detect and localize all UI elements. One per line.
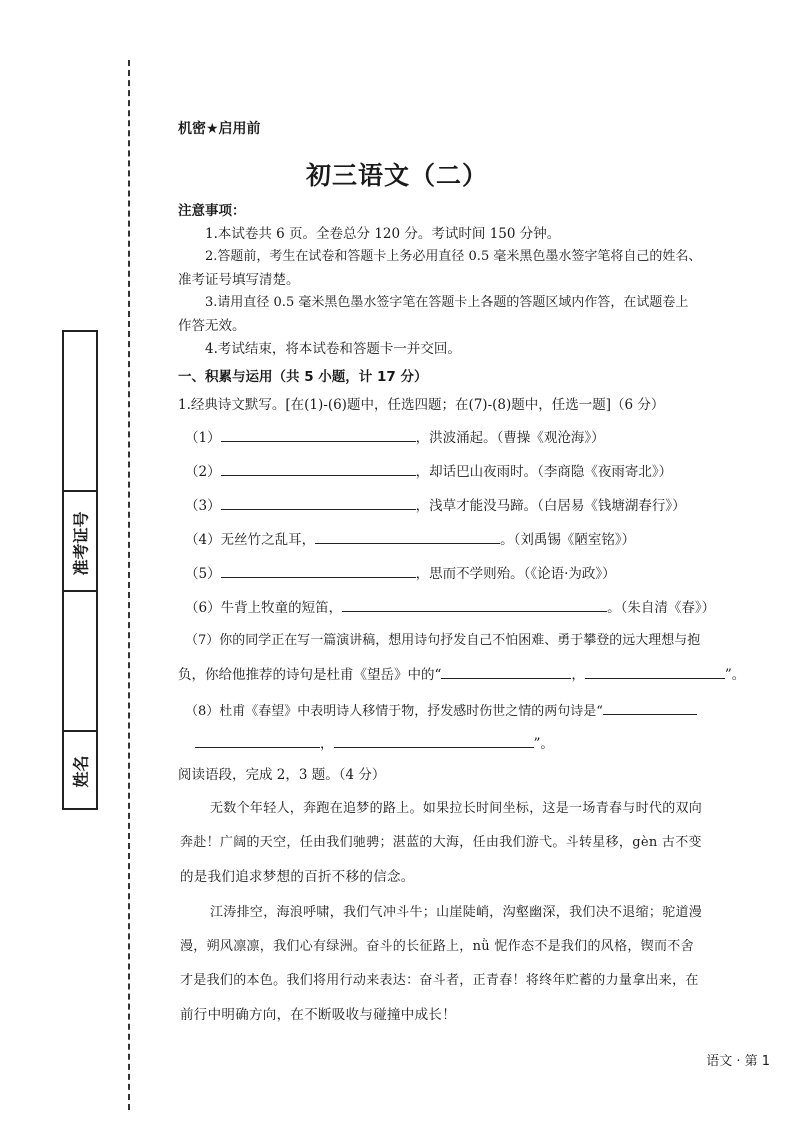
blank-cell xyxy=(64,332,96,492)
item-text: ，洪波涌起。（曹操《观沧海》） xyxy=(415,430,605,446)
name-label: 姓名 xyxy=(71,755,91,788)
paragraph-1-line: 无数个年轻人，奔跑在追梦的路上。如果拉长时间坐标，这是一场青春与时代的双向 xyxy=(210,801,703,816)
item-number: （5） xyxy=(185,566,221,582)
q8-sep: ， xyxy=(320,736,334,752)
name-cell xyxy=(64,732,96,808)
question-7-line1: （7）你的同学正在写一篇演讲稿，想用诗句抒发自己不怕困难、勇于攀登的远大理想与抱 xyxy=(185,633,701,648)
notice-heading: 注意事项： xyxy=(178,203,246,219)
paragraph-2-line: 江涛排空，海浪呼啸，我们气冲斗牛；山崖陡峭，沟壑幽深，我们决不退缩；驼道漫 xyxy=(210,905,703,920)
cut-line xyxy=(128,60,130,1110)
item-6 xyxy=(185,597,715,619)
item-number: （1） xyxy=(185,430,221,446)
paragraph-2-line: 才是我们的本色。我们将用行动来表达：奋斗者，正青春！将终年贮蓄的力量拿出来，在 xyxy=(180,973,699,988)
item-prefix: 牛背上牧童的短笛， xyxy=(220,600,343,616)
question-8-line1 xyxy=(185,700,697,723)
item-number: （3） xyxy=(185,498,221,514)
answer-blank[interactable] xyxy=(342,597,607,612)
page-footer: 语文 · 第 1 xyxy=(706,1054,770,1069)
item-number: （2） xyxy=(185,464,221,480)
notice-item-3b: 作答无效。 xyxy=(178,318,246,334)
q7-prefix: 负，你给他推荐的诗句是杜甫《望岳》中的“ xyxy=(178,667,442,683)
answer-blank[interactable] xyxy=(221,495,416,510)
notice-item-1: 1.本试卷共 6 页。全卷总分 120 分。考试时间 150 分钟。 xyxy=(205,226,561,242)
paragraph-2-line: 漫，朔风凛凛，我们心有绿洲。奋斗的长征路上，nǜ 怩作态不是我们的风格，锲而不舍 xyxy=(180,939,694,954)
item-number: （4） xyxy=(185,532,221,548)
item-1 xyxy=(185,427,605,449)
notice-item-3a: 3.请用直径 0.5 毫米黑色墨水签字笔在答题卡上各题的答题区域内作答，在试题卷上 xyxy=(205,295,689,310)
notice-item-4: 4.考试结束，将本试卷和答题卡一并交回。 xyxy=(205,341,461,357)
item-2 xyxy=(185,461,672,483)
item-5 xyxy=(185,563,616,585)
answer-blank[interactable] xyxy=(195,733,320,748)
notice-item-2b: 准考证号填写清楚。 xyxy=(178,272,300,288)
confidential-mark: 机密★启用前 xyxy=(178,121,261,137)
item-text: 。（朱自清《春》） xyxy=(607,600,716,616)
paragraph-1-line: 的是我们追求梦想的百折不移的信念。 xyxy=(180,869,415,885)
answer-blank[interactable] xyxy=(221,563,416,578)
item-3 xyxy=(185,495,686,517)
answer-blank[interactable] xyxy=(221,461,416,476)
item-number: （6） xyxy=(185,600,221,616)
item-text: 。（刘禹锡《陋室铭》） xyxy=(500,532,636,548)
notice-item-2a: 2.答题前，考生在试卷和答题卡上务必用直径 0.5 毫米黑色墨水签字笔将自己的姓名、 xyxy=(205,249,702,264)
exam-number-field[interactable] xyxy=(64,592,96,732)
paragraph-2-line: 前行中明确方向，在不断吸收与碰撞中成长！ xyxy=(180,1007,456,1023)
reading-intro: 阅读语段，完成 2，3 题。（4 分） xyxy=(178,767,386,783)
student-info-box xyxy=(62,330,98,810)
question-1: 1.经典诗文默写。[在(1)-(6)题中，任选四题；在(7)-(8)题中，任选一题]（6 分） xyxy=(178,397,665,413)
section-heading: 一、积累与运用（共 5 小题，计 17 分） xyxy=(178,369,428,385)
item-prefix: 无丝竹之乱耳， xyxy=(220,532,316,548)
question-8-line2 xyxy=(195,733,554,755)
q7-end: ”。 xyxy=(724,667,746,683)
item-4 xyxy=(185,529,635,551)
item-text: ，却话巴山夜雨时。（李商隐《夜雨寄北》） xyxy=(415,464,673,480)
answer-blank[interactable] xyxy=(334,733,534,748)
answer-blank[interactable] xyxy=(603,700,697,715)
paragraph-1-line: 奔赴！广阔的天空，任由我们驰骋；湛蓝的大海，任由我们游弋。斗转星移，gèn 古不变 xyxy=(180,835,702,850)
answer-blank[interactable] xyxy=(315,529,500,544)
answer-blank[interactable] xyxy=(221,427,416,442)
answer-blank[interactable] xyxy=(585,664,725,679)
item-text: ，浅草才能没马蹄。（白居易《钱塘湖春行》） xyxy=(415,498,686,514)
exam-number-label: 准考证号 xyxy=(71,511,91,576)
page-title: 初三语文（二） xyxy=(305,161,488,190)
q8-text: （8）杜甫《春望》中表明诗人移情于物，抒发感时伤世之情的两句诗是“ xyxy=(185,704,603,719)
answer-blank[interactable] xyxy=(441,664,571,679)
exam-number-cell xyxy=(64,492,96,592)
q8-end: ”。 xyxy=(533,736,554,752)
item-text: ，思而不学则殆。（《论语·为政》） xyxy=(415,566,616,582)
question-7-line2 xyxy=(178,664,745,686)
q7-sep: ， xyxy=(571,667,585,683)
